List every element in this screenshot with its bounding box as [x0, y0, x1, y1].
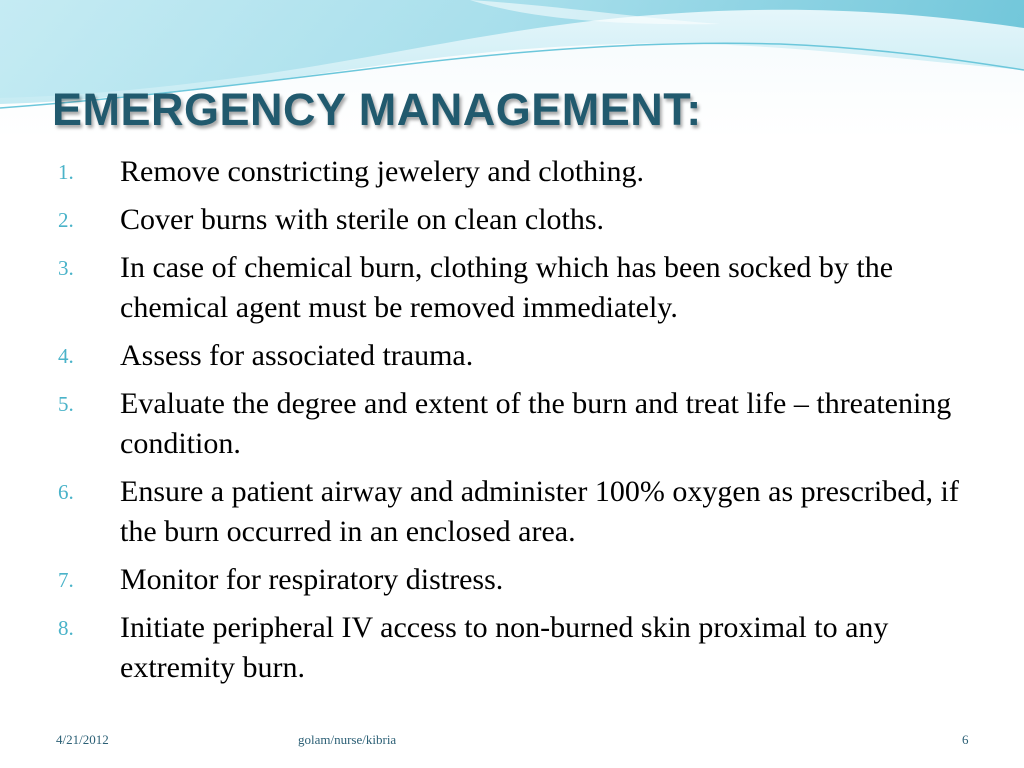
management-list — [58, 152, 978, 696]
footer-date: 4/21/2012 — [56, 732, 109, 747]
list-item — [58, 248, 978, 328]
item-text: In case of chemical burn, clothing which has been socked by the chemical agent must be removed immediately. — [120, 251, 894, 324]
item-number: 7. — [58, 568, 74, 592]
item-number: 8. — [58, 616, 74, 640]
item-number: 4. — [58, 344, 74, 368]
item-text: Monitor for respiratory distress. — [120, 563, 504, 596]
list-item — [58, 152, 978, 192]
item-number: 3. — [58, 256, 74, 280]
item-number: 2. — [58, 208, 74, 232]
item-text: Remove constricting jewelery and clothing. — [120, 155, 645, 188]
list-item — [58, 200, 978, 240]
item-number: 6. — [58, 480, 74, 504]
list-item — [58, 336, 978, 376]
list-item — [58, 384, 978, 464]
item-number: 5. — [58, 392, 74, 416]
item-text: Initiate peripheral IV access to non-burned skin proximal to any extremity burn. — [120, 611, 889, 684]
page-number: 6 — [962, 732, 969, 747]
list-item — [58, 608, 978, 688]
list-item — [58, 560, 978, 600]
list-item — [58, 472, 978, 552]
item-text: Cover burns with sterile on clean cloths. — [120, 203, 605, 236]
slide-title: EMERGENCY MANAGEMENT: — [52, 84, 702, 135]
item-text: Ensure a patient airway and administer 100% oxygen as prescribed, if the burn occurred in an enclosed area. — [120, 475, 959, 548]
item-text: Evaluate the degree and extent of the burn and treat life – threatening condition. — [120, 387, 952, 460]
item-number: 1. — [58, 160, 74, 184]
item-text: Assess for associated trauma. — [120, 339, 474, 372]
footer-author: golam/nurse/kibria — [298, 732, 397, 747]
